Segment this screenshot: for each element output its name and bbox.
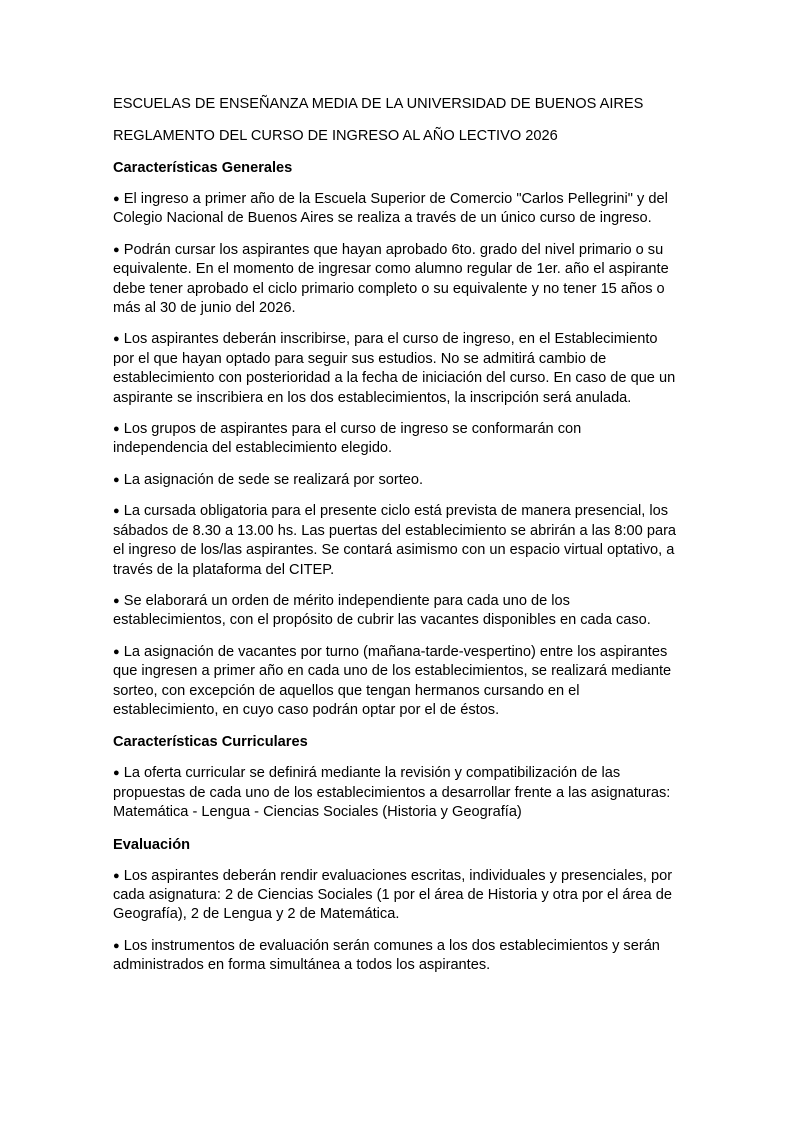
- paragraph-line: [113, 662, 688, 681]
- line-text: sorteo, con excepción de aquellos que tengan hermanos cursando en el: [113, 682, 580, 699]
- paragraph-line: [113, 299, 688, 318]
- line-text: El ingreso a primer año de la Escuela Superior de Comercio "Carlos Pellegrini" y del: [123, 191, 668, 207]
- paragraph-line: [113, 369, 688, 388]
- bullet-paragraph: [113, 420, 688, 459]
- line-text: establecimientos, con el propósito de cubrir las vacantes disponibles en cada caso.: [113, 612, 651, 629]
- bullet-paragraph: [113, 502, 688, 580]
- paragraph-line: [113, 701, 688, 720]
- bullet-paragraph: [113, 241, 688, 319]
- paragraph-line: [113, 241, 688, 260]
- line-text: debe tener aprobado el ciclo primario completo o su equivalente y no tener 15 años o: [113, 280, 665, 297]
- bullet-icon: ●: [113, 473, 120, 486]
- document-subtitle: REGLAMENTO DEL CURSO DE INGRESO AL AÑO LECTIVO 2026: [113, 128, 558, 144]
- bullet-paragraph: [113, 190, 688, 229]
- line-text: La oferta curricular se definirá mediante la revisión y compatibilización de las: [123, 765, 621, 782]
- paragraph-line: [113, 439, 688, 458]
- line-text: establecimiento con posterioridad a la fecha de iniciación del curso. En caso de que un: [113, 370, 676, 387]
- line-text: por el que hayan optado para seguir sus estudios. No se admitirá cambio de: [113, 350, 607, 367]
- line-text: Se elaborará un orden de mérito independiente para cada uno de los: [123, 592, 570, 609]
- line-text: equivalente. En el momento de ingresar como alumno regular de 1er. año el aspirante: [113, 261, 669, 278]
- paragraph-line: [113, 209, 688, 228]
- line-text: sábados de 8.30 a 13.00 hs. Las puertas del establecimiento se abrirán a las 8:00 para: [113, 522, 677, 539]
- line-text: Los aspirantes deberán inscribirse, para el curso de ingreso, en el Establecimiento: [123, 331, 658, 348]
- line-text: propuestas de cada uno de los establecimientos a desarrollar frente a las asignaturas:: [113, 784, 671, 801]
- section-evaluacion: [113, 867, 688, 976]
- paragraph-line: [113, 522, 688, 541]
- paragraph-line: [113, 502, 688, 521]
- paragraph-line: [113, 867, 688, 886]
- bullet-icon: ●: [113, 193, 120, 205]
- paragraph-line: [113, 280, 688, 299]
- paragraph-line: [113, 330, 688, 349]
- paragraph-line: [113, 784, 688, 803]
- paragraph-line: [113, 350, 688, 369]
- bullet-icon: ●: [113, 594, 120, 607]
- line-text: cada asignatura: 2 de Ciencias Sociales (1 por el área de Historia y otra por el área de: [113, 886, 672, 903]
- bullet-icon: ●: [113, 645, 120, 658]
- line-text: establecimiento, en cuyo caso podrán optar por el de éstos.: [113, 701, 500, 718]
- bullet-paragraph: [113, 867, 688, 925]
- paragraph-line: [113, 260, 688, 279]
- bullet-paragraph: [113, 937, 688, 976]
- line-text: independencia del establecimiento elegido.: [113, 440, 393, 457]
- document-title: ESCUELAS DE ENSEÑANZA MEDIA DE LA UNIVERSIDAD DE BUENOS AIRES: [113, 96, 644, 112]
- bullet-icon: ●: [113, 869, 120, 882]
- paragraph-line: [113, 937, 688, 956]
- section-generales: [113, 190, 688, 720]
- section-heading-evaluacion: Evaluación: [113, 836, 191, 853]
- paragraph-line: [113, 956, 688, 975]
- paragraph-line: [113, 643, 688, 662]
- line-text: aspirante se inscribiera en los dos establecimientos, la inscripción será anulada.: [113, 389, 632, 406]
- line-text: administrados en forma simultánea a todos los aspirantes.: [113, 957, 491, 974]
- line-text: Podrán cursar los aspirantes que hayan aprobado 6to. grado del nivel primario o su: [123, 241, 664, 258]
- section-heading-curriculares: Características Curriculares: [113, 734, 308, 751]
- bullet-icon: ●: [113, 505, 120, 518]
- bullet-icon: ●: [113, 767, 120, 780]
- line-text: Los instrumentos de evaluación serán comunes a los dos establecimientos y serán: [123, 937, 660, 954]
- paragraph-line: [113, 905, 688, 924]
- bullet-paragraph: [113, 330, 688, 408]
- line-text: Los grupos de aspirantes para el curso de ingreso se conformarán con: [123, 421, 582, 438]
- bullet-icon: ●: [113, 333, 120, 346]
- line-text: Matemática - Lengua - Ciencias Sociales (Historia y Geografía): [113, 804, 522, 821]
- paragraph-line: [113, 561, 688, 580]
- line-text: más al 30 de junio del 2026.: [113, 300, 296, 317]
- line-text: Colegio Nacional de Buenos Aires se realiza a través de un único curso de ingreso.: [113, 210, 652, 227]
- paragraph-line: [113, 420, 688, 439]
- paragraph-line: [113, 592, 688, 611]
- line-text: Geografía), 2 de Lengua y 2 de Matemática.: [113, 906, 400, 923]
- bullet-icon: ●: [113, 423, 120, 436]
- line-text: través de la plataforma del CITEP.: [113, 561, 335, 578]
- paragraph-line: [113, 611, 688, 630]
- bullet-icon: ●: [113, 243, 120, 256]
- bullet-paragraph: [113, 592, 688, 631]
- paragraph-line: [113, 803, 688, 822]
- paragraph-line: [113, 541, 688, 560]
- section-curriculares: [113, 764, 688, 822]
- line-text: Los aspirantes deberán rendir evaluaciones escritas, individuales y presenciales, por: [123, 867, 673, 884]
- line-text: el ingreso de los/las aspirantes. Se contará asimismo con un espacio virtual optativo, a: [113, 542, 675, 559]
- line-text: que ingresen a primer año en cada uno de los establecimientos, se realizará mediante: [113, 663, 672, 680]
- document-body: [113, 94, 688, 988]
- line-text: La asignación de sede se realizará por sorteo.: [123, 471, 424, 488]
- paragraph-line: [113, 190, 688, 209]
- paragraph-line: [113, 389, 688, 408]
- paragraph-line: [113, 764, 688, 783]
- line-text: La asignación de vacantes por turno (mañana-tarde-vespertino) entre los aspirantes: [123, 643, 668, 660]
- paragraph-line: [113, 682, 688, 701]
- line-text: La cursada obligatoria para el presente ciclo está prevista de manera presencial, los: [123, 503, 669, 520]
- paragraph-line: [113, 471, 688, 490]
- bullet-paragraph: [113, 643, 688, 721]
- paragraph-line: [113, 886, 688, 905]
- bullet-paragraph: [113, 764, 688, 822]
- bullet-paragraph: [113, 471, 688, 490]
- section-heading-generales: Características Generales: [113, 160, 293, 176]
- bullet-icon: ●: [113, 939, 120, 952]
